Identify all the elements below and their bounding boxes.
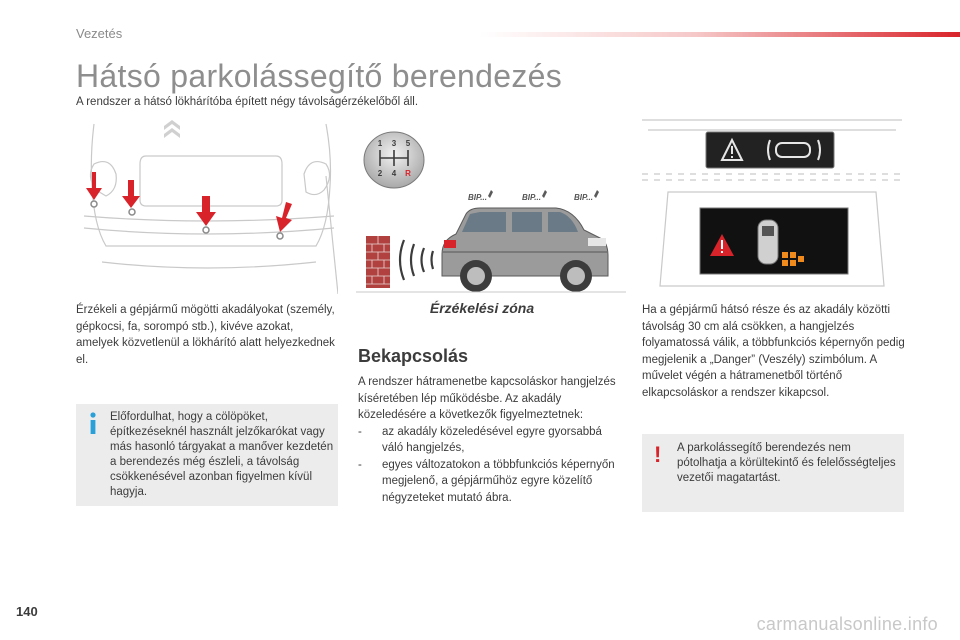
detection-description: Érzékeli a gépjármű mögötti akadályokat (személy, gépkocsi, fa, sorompó stb.), kivéve azokat, amelyek közvetlenül a lökhárító alatt helyezkednek el. bbox=[76, 304, 335, 366]
warning-text: A parkolássegítő berendezés nem pótolhatja a körültekintő és felelősségteljes vezetői magatartást. bbox=[677, 442, 896, 484]
gear-digit-2: 2 bbox=[377, 169, 383, 178]
exclamation-icon: ! bbox=[654, 442, 662, 467]
bullet-item bbox=[358, 457, 620, 507]
gear-digit-4: 4 bbox=[391, 169, 397, 178]
rear-bumper-illustration bbox=[76, 116, 338, 294]
bullet-dash: - bbox=[358, 425, 362, 438]
gear-digit-1: 1 bbox=[377, 139, 383, 148]
warning-box bbox=[642, 434, 904, 512]
intro-text: A rendszer a hátsó lökhárítóba épített négy távolságérzékelőből áll. bbox=[76, 96, 419, 108]
danger-description: Ha a gépjármű hátsó része és az akadály közötti távolság 30 cm alá csökken, a hangjelzés folyamatossá válik, a többfunkciós képernyőn pedig megjelenik a „Danger” (Veszély) szimbólum. A művelet végén a hátramenetből történő elkapcsoláskor a rendszer kikapcsol. bbox=[642, 304, 905, 399]
activation-text: A rendszer hátramenetbe kapcsoláskor hangjelzés kíséretében lép működésbe. Az akadály közeledésére a következők figyelmeztetnek: bbox=[358, 376, 616, 421]
activation-text-block bbox=[358, 374, 620, 506]
beep-label: BIP... bbox=[574, 193, 593, 202]
header-accent-bar bbox=[480, 32, 960, 37]
gear-digit-5: 5 bbox=[405, 139, 411, 148]
beep-label: BIP... bbox=[468, 193, 487, 202]
watermark: carmanualsonline.info bbox=[756, 614, 938, 634]
section-label: Vezetés bbox=[76, 26, 123, 41]
info-text: Előfordulhat, hogy a cölöpöket, építkezéseknél használt jelzőkarókat vagy más hasonló tárgyakat a manőver kezdetén a berendezés még észleli, a távolság csökkenésével azonban figyelmen kívül hagyja. bbox=[110, 411, 334, 498]
reverse-gear-car-illustration bbox=[356, 126, 626, 296]
multifunction-screen-illustration bbox=[640, 116, 904, 292]
page-number: 140 bbox=[16, 604, 38, 619]
gear-digit-r: R bbox=[405, 169, 411, 178]
bullet-text: az akadály közeledésével egyre gyorsabbá váló hangjelzés, bbox=[382, 425, 602, 454]
activation-bullets bbox=[358, 424, 620, 507]
bullet-dash: - bbox=[358, 458, 362, 471]
gear-digit-3: 3 bbox=[391, 139, 397, 148]
info-box bbox=[76, 404, 338, 506]
info-icon bbox=[88, 412, 98, 434]
page-title: Hátsó parkolássegítő berendezés bbox=[76, 58, 563, 94]
bullet-text: egyes változatokon a többfunkciós képernyőn megjelenő, a gépjárműhöz egyre közelítő négyzeteket mutató ábra. bbox=[382, 458, 615, 504]
activation-heading: Bekapcsolás bbox=[358, 346, 469, 366]
beep-label: BIP... bbox=[522, 193, 541, 202]
detection-zone-title: Érzékelési zóna bbox=[429, 300, 535, 316]
bullet-item bbox=[358, 424, 620, 457]
